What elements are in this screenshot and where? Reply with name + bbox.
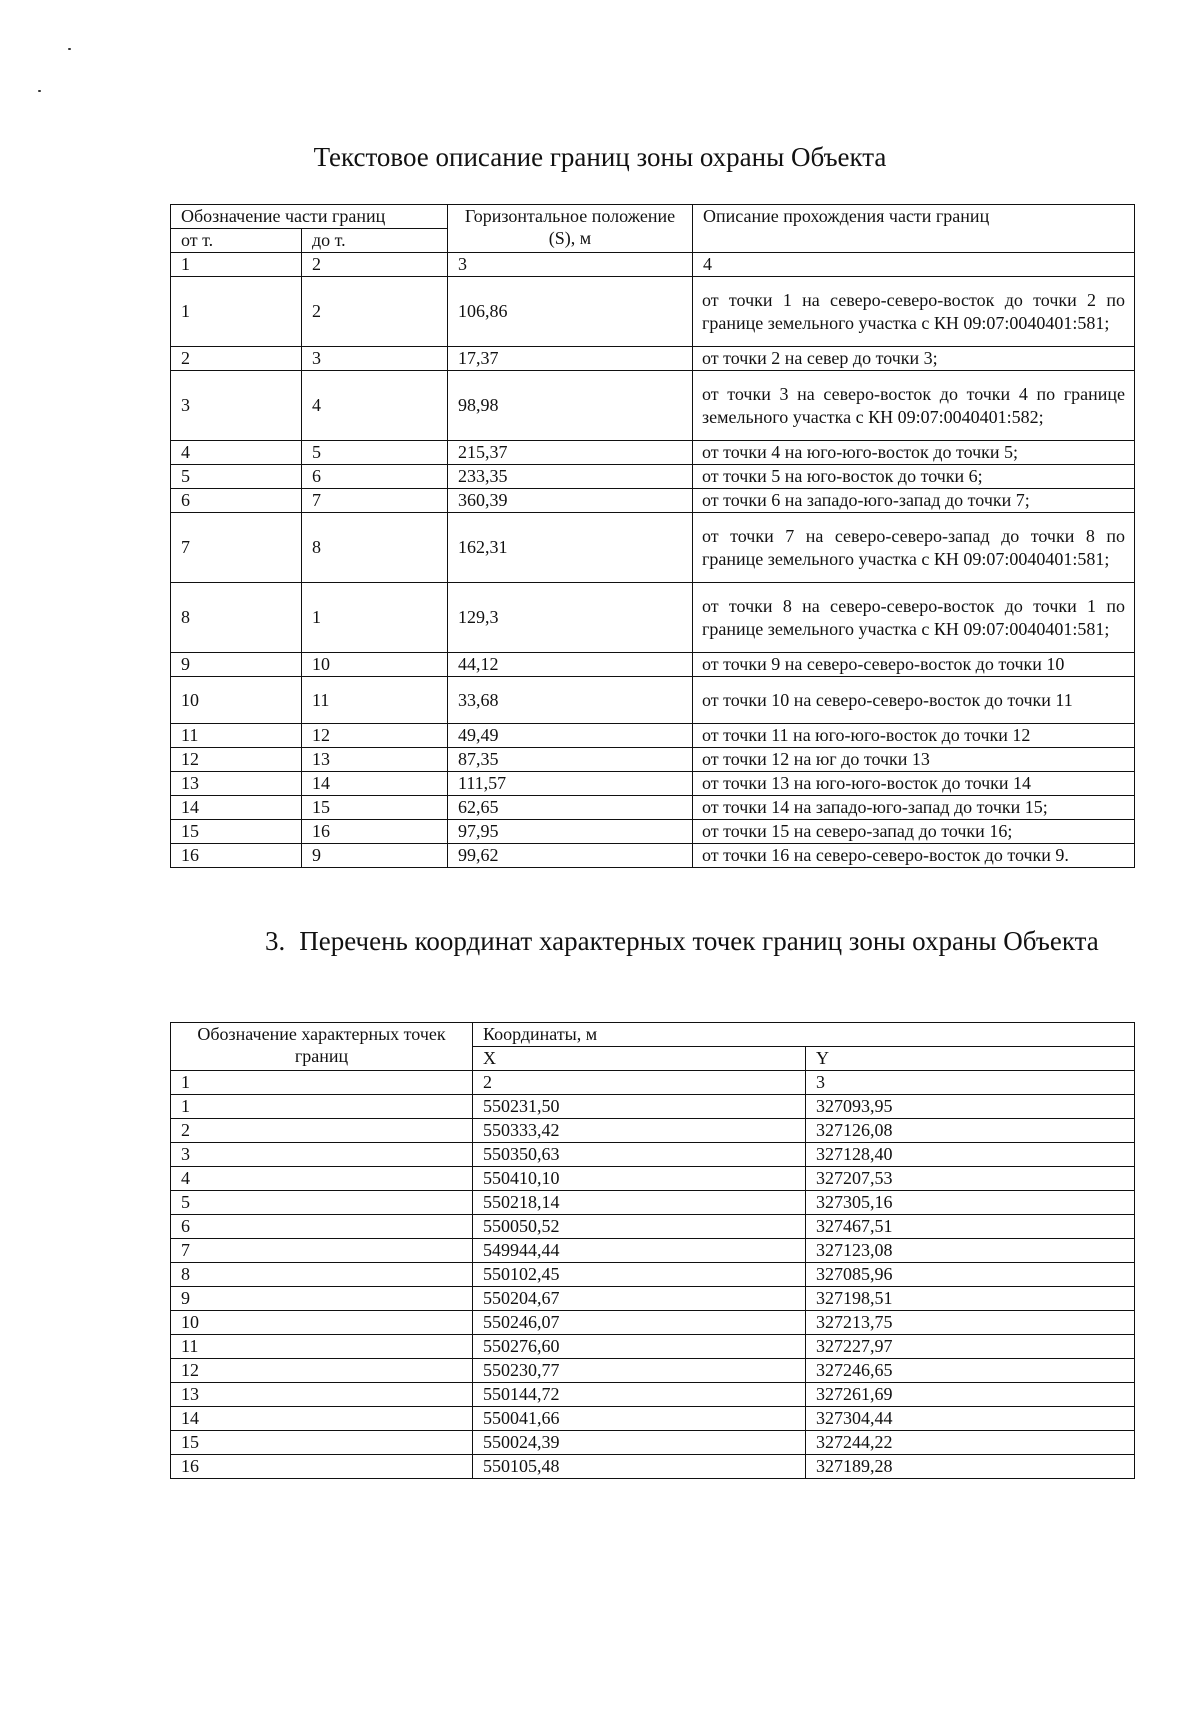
coordinate-row bbox=[171, 1215, 1135, 1239]
coordinate-rows bbox=[171, 1095, 1135, 1479]
x-coordinate-cell: 550041,66 bbox=[473, 1407, 806, 1431]
point-cell: 9 bbox=[171, 1287, 473, 1311]
column-number: 2 bbox=[302, 253, 448, 277]
description-cell: от точки 11 на юго-юго-восток до точки 12 bbox=[693, 724, 1135, 748]
coordinate-row bbox=[171, 1239, 1135, 1263]
boundary-row bbox=[171, 441, 1135, 465]
boundary-row bbox=[171, 796, 1135, 820]
to-point-cell: 12 bbox=[302, 724, 448, 748]
from-point-cell: 3 bbox=[171, 371, 302, 441]
boundary-row bbox=[171, 677, 1135, 724]
point-cell: 12 bbox=[171, 1359, 473, 1383]
description-cell: от точки 12 на юг до точки 13 bbox=[693, 748, 1135, 772]
to-point-cell: 16 bbox=[302, 820, 448, 844]
x-coordinate-cell: 550105,48 bbox=[473, 1455, 806, 1479]
from-point-cell: 16 bbox=[171, 844, 302, 868]
y-coordinate-cell: 327305,16 bbox=[806, 1191, 1135, 1215]
y-coordinate-cell: 327093,95 bbox=[806, 1095, 1135, 1119]
column-number: 3 bbox=[448, 253, 693, 277]
coordinates-header: Координаты, м bbox=[473, 1023, 1135, 1047]
x-header: X bbox=[473, 1047, 806, 1071]
distance-cell: 49,49 bbox=[448, 724, 693, 748]
column-number: 1 bbox=[171, 1071, 473, 1095]
route-description-header: Описание прохождения части границ bbox=[693, 205, 1135, 253]
from-point-cell: 2 bbox=[171, 347, 302, 371]
boundary-row bbox=[171, 748, 1135, 772]
column-number: 4 bbox=[693, 253, 1135, 277]
boundary-row bbox=[171, 820, 1135, 844]
distance-cell: 233,35 bbox=[448, 465, 693, 489]
y-coordinate-cell: 327246,65 bbox=[806, 1359, 1135, 1383]
point-cell: 2 bbox=[171, 1119, 473, 1143]
from-point-cell: 15 bbox=[171, 820, 302, 844]
from-point-cell: 6 bbox=[171, 489, 302, 513]
from-point-cell: 7 bbox=[171, 513, 302, 583]
coordinate-row bbox=[171, 1263, 1135, 1287]
description-cell: от точки 1 на северо-северо-восток до точки 2 по границе земельного участка с КН 09:07:0040401:581; bbox=[693, 277, 1135, 347]
description-cell: от точки 5 на юго-восток до точки 6; bbox=[693, 465, 1135, 489]
boundary-description-table bbox=[170, 204, 1135, 868]
distance-cell: 87,35 bbox=[448, 748, 693, 772]
coordinate-row bbox=[171, 1431, 1135, 1455]
boundary-row bbox=[171, 513, 1135, 583]
x-coordinate-cell: 550218,14 bbox=[473, 1191, 806, 1215]
to-point-cell: 1 bbox=[302, 583, 448, 653]
point-cell: 15 bbox=[171, 1431, 473, 1455]
y-coordinate-cell: 327085,96 bbox=[806, 1263, 1135, 1287]
y-coordinate-cell: 327198,51 bbox=[806, 1287, 1135, 1311]
boundary-row bbox=[171, 844, 1135, 868]
x-coordinate-cell: 550050,52 bbox=[473, 1215, 806, 1239]
y-coordinate-cell: 327213,75 bbox=[806, 1311, 1135, 1335]
distance-cell: 98,98 bbox=[448, 371, 693, 441]
description-cell: от точки 3 на северо-восток до точки 4 по границе земельного участка с КН 09:07:0040401:582; bbox=[693, 371, 1135, 441]
description-cell: от точки 9 на северо-северо-восток до точки 10 bbox=[693, 653, 1135, 677]
description-cell: от точки 8 на северо-северо-восток до точки 1 по границе земельного участка с КН 09:07:0040401:581; bbox=[693, 583, 1135, 653]
y-header: Y bbox=[806, 1047, 1135, 1071]
boundary-description-title: Текстовое описание границ зоны охраны Объекта bbox=[313, 142, 887, 172]
description-cell: от точки 7 на северо-северо-запад до точки 8 по границе земельного участка с КН 09:07:0040401:581; bbox=[693, 513, 1135, 583]
to-point-cell: 10 bbox=[302, 653, 448, 677]
description-cell: от точки 4 на юго-юго-восток до точки 5; bbox=[693, 441, 1135, 465]
to-point-cell: 3 bbox=[302, 347, 448, 371]
column-number: 3 bbox=[806, 1071, 1135, 1095]
distance-cell: 360,39 bbox=[448, 489, 693, 513]
description-cell: от точки 16 на северо-северо-восток до точки 9. bbox=[693, 844, 1135, 868]
x-coordinate-cell: 550410,10 bbox=[473, 1167, 806, 1191]
part-designation-header: Обозначение части границ bbox=[171, 205, 448, 229]
x-coordinate-cell: 550024,39 bbox=[473, 1431, 806, 1455]
coordinate-row bbox=[171, 1383, 1135, 1407]
horizontal-position-header: Горизонтальное положение (S), м bbox=[448, 205, 693, 253]
point-cell: 1 bbox=[171, 1095, 473, 1119]
from-point-cell: 5 bbox=[171, 465, 302, 489]
from-point-cell: 4 bbox=[171, 441, 302, 465]
column-number: 1 bbox=[171, 253, 302, 277]
y-coordinate-cell: 327128,40 bbox=[806, 1143, 1135, 1167]
distance-cell: 111,57 bbox=[448, 772, 693, 796]
coordinates-table bbox=[170, 1022, 1135, 1479]
y-coordinate-cell: 327467,51 bbox=[806, 1215, 1135, 1239]
to-point-cell: 2 bbox=[302, 277, 448, 347]
to-point-cell: 8 bbox=[302, 513, 448, 583]
y-coordinate-cell: 327207,53 bbox=[806, 1167, 1135, 1191]
from-point-cell: 9 bbox=[171, 653, 302, 677]
distance-cell: 97,95 bbox=[448, 820, 693, 844]
coordinate-row bbox=[171, 1335, 1135, 1359]
coordinate-row bbox=[171, 1287, 1135, 1311]
section-number: 3. bbox=[265, 926, 286, 956]
x-coordinate-cell: 550350,63 bbox=[473, 1143, 806, 1167]
distance-cell: 62,65 bbox=[448, 796, 693, 820]
distance-cell: 99,62 bbox=[448, 844, 693, 868]
from-point-cell: 8 bbox=[171, 583, 302, 653]
description-cell: от точки 13 на юго-юго-восток до точки 14 bbox=[693, 772, 1135, 796]
scan-speck bbox=[68, 48, 71, 50]
from-point-cell: 10 bbox=[171, 677, 302, 724]
x-coordinate-cell: 550144,72 bbox=[473, 1383, 806, 1407]
coordinate-row bbox=[171, 1191, 1135, 1215]
coordinate-row bbox=[171, 1359, 1135, 1383]
to-point-cell: 15 bbox=[302, 796, 448, 820]
boundary-row bbox=[171, 277, 1135, 347]
to-point-cell: 9 bbox=[302, 844, 448, 868]
coordinate-row bbox=[171, 1455, 1135, 1479]
to-point-cell: 11 bbox=[302, 677, 448, 724]
from-point-cell: 1 bbox=[171, 277, 302, 347]
x-coordinate-cell: 550230,77 bbox=[473, 1359, 806, 1383]
point-cell: 10 bbox=[171, 1311, 473, 1335]
x-coordinate-cell: 550276,60 bbox=[473, 1335, 806, 1359]
point-cell: 8 bbox=[171, 1263, 473, 1287]
point-cell: 6 bbox=[171, 1215, 473, 1239]
coordinate-row bbox=[171, 1407, 1135, 1431]
to-point-cell: 4 bbox=[302, 371, 448, 441]
point-cell: 13 bbox=[171, 1383, 473, 1407]
column-number: 2 bbox=[473, 1071, 806, 1095]
distance-cell: 129,3 bbox=[448, 583, 693, 653]
point-cell: 16 bbox=[171, 1455, 473, 1479]
boundary-row bbox=[171, 489, 1135, 513]
x-coordinate-cell: 550246,07 bbox=[473, 1311, 806, 1335]
description-cell: от точки 6 на западо-юго-запад до точки 7; bbox=[693, 489, 1135, 513]
distance-cell: 162,31 bbox=[448, 513, 693, 583]
point-cell: 4 bbox=[171, 1167, 473, 1191]
coordinate-row bbox=[171, 1119, 1135, 1143]
scan-speck bbox=[38, 90, 41, 92]
boundary-row bbox=[171, 371, 1135, 441]
x-coordinate-cell: 549944,44 bbox=[473, 1239, 806, 1263]
y-coordinate-cell: 327261,69 bbox=[806, 1383, 1135, 1407]
boundary-rows bbox=[171, 277, 1135, 868]
description-cell: от точки 10 на северо-северо-восток до точки 11 bbox=[693, 677, 1135, 724]
boundary-row bbox=[171, 465, 1135, 489]
distance-cell: 106,86 bbox=[448, 277, 693, 347]
from-point-header: от т. bbox=[171, 229, 302, 253]
point-cell: 11 bbox=[171, 1335, 473, 1359]
to-point-cell: 5 bbox=[302, 441, 448, 465]
section-title-text: Перечень координат характерных точек границ зоны охраны Объекта bbox=[299, 926, 1099, 956]
boundary-row bbox=[171, 653, 1135, 677]
from-point-cell: 11 bbox=[171, 724, 302, 748]
y-coordinate-cell: 327123,08 bbox=[806, 1239, 1135, 1263]
to-point-cell: 13 bbox=[302, 748, 448, 772]
point-cell: 3 bbox=[171, 1143, 473, 1167]
distance-cell: 215,37 bbox=[448, 441, 693, 465]
coordinates-section-title bbox=[170, 924, 1134, 958]
coordinate-row bbox=[171, 1143, 1135, 1167]
description-cell: от точки 15 на северо-запад до точки 16; bbox=[693, 820, 1135, 844]
boundary-row bbox=[171, 772, 1135, 796]
to-point-cell: 7 bbox=[302, 489, 448, 513]
coordinate-row bbox=[171, 1311, 1135, 1335]
to-point-header: до т. bbox=[302, 229, 448, 253]
point-designation-header: Обозначение характерных точек границ bbox=[171, 1023, 473, 1071]
point-cell: 14 bbox=[171, 1407, 473, 1431]
boundary-row bbox=[171, 347, 1135, 371]
y-coordinate-cell: 327126,08 bbox=[806, 1119, 1135, 1143]
distance-cell: 17,37 bbox=[448, 347, 693, 371]
boundary-row bbox=[171, 583, 1135, 653]
x-coordinate-cell: 550204,67 bbox=[473, 1287, 806, 1311]
from-point-cell: 13 bbox=[171, 772, 302, 796]
point-cell: 7 bbox=[171, 1239, 473, 1263]
coordinate-row bbox=[171, 1095, 1135, 1119]
from-point-cell: 12 bbox=[171, 748, 302, 772]
y-coordinate-cell: 327189,28 bbox=[806, 1455, 1135, 1479]
to-point-cell: 6 bbox=[302, 465, 448, 489]
description-cell: от точки 14 на западо-юго-запад до точки 15; bbox=[693, 796, 1135, 820]
distance-cell: 33,68 bbox=[448, 677, 693, 724]
x-coordinate-cell: 550333,42 bbox=[473, 1119, 806, 1143]
to-point-cell: 14 bbox=[302, 772, 448, 796]
coordinate-row bbox=[171, 1167, 1135, 1191]
x-coordinate-cell: 550102,45 bbox=[473, 1263, 806, 1287]
from-point-cell: 14 bbox=[171, 796, 302, 820]
y-coordinate-cell: 327227,97 bbox=[806, 1335, 1135, 1359]
boundary-row bbox=[171, 724, 1135, 748]
y-coordinate-cell: 327304,44 bbox=[806, 1407, 1135, 1431]
description-cell: от точки 2 на север до точки 3; bbox=[693, 347, 1135, 371]
point-cell: 5 bbox=[171, 1191, 473, 1215]
x-coordinate-cell: 550231,50 bbox=[473, 1095, 806, 1119]
y-coordinate-cell: 327244,22 bbox=[806, 1431, 1135, 1455]
distance-cell: 44,12 bbox=[448, 653, 693, 677]
